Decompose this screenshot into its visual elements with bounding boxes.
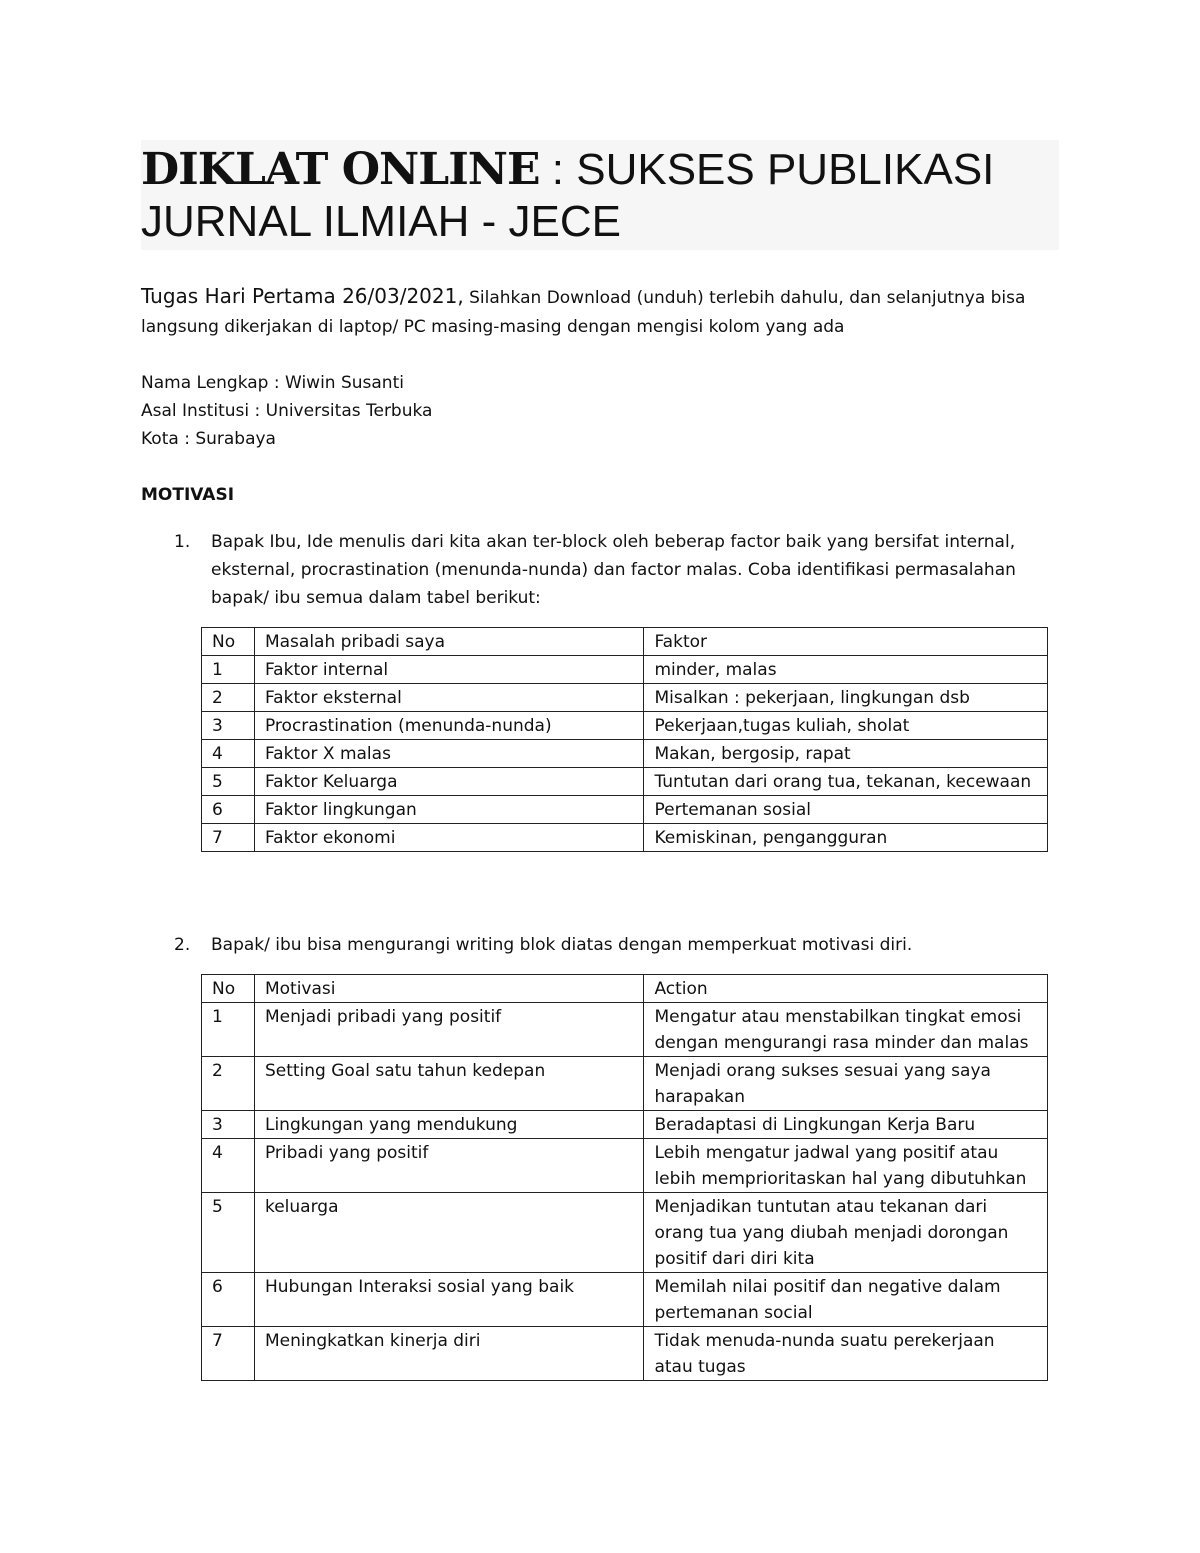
- question-text: Bapak/ ibu bisa mengurangi writing blok diatas dengan memperkuat motivasi diri.: [211, 935, 913, 955]
- table-row: [202, 684, 1048, 712]
- identity-city: Kota : Surabaya: [141, 429, 276, 449]
- identity-name: Nama Lengkap : Wiwin Susanti: [141, 373, 404, 393]
- table-cell: 3: [202, 712, 255, 740]
- identity-block: [141, 369, 432, 453]
- table-cell: 5: [202, 1193, 255, 1273]
- question-number: 2.: [174, 935, 191, 955]
- table-row: [202, 824, 1048, 852]
- table-cell: 3: [202, 1111, 255, 1139]
- question-text: Bapak Ibu, Ide menulis dari kita akan ter-block oleh beberap factor baik yang bersifat internal, eksternal, procrastination (menunda-nunda) dan factor malas. Coba identifikasi permasalahan bapak/ ibu semua dalam tabel berikut:: [211, 532, 1016, 608]
- problem-table: [201, 627, 1048, 852]
- table-row: [202, 1139, 1048, 1193]
- table-cell: Lebih mengatur jadwal yang positif atau lebih memprioritaskan hal yang dibutuhkan: [644, 1139, 1048, 1193]
- table-cell: Lingkungan yang mendukung: [254, 1111, 643, 1139]
- table-cell: Pekerjaan,tugas kuliah, sholat: [644, 712, 1048, 740]
- table-cell: Menjadikan tuntutan atau tekanan dari orang tua yang diubah menjadi dorongan positif dari diri kita: [644, 1193, 1048, 1273]
- table-row: [202, 796, 1048, 824]
- table-cell: Makan, bergosip, rapat: [644, 740, 1048, 768]
- table-cell: Faktor eksternal: [254, 684, 644, 712]
- table-cell: 7: [202, 1327, 255, 1381]
- table-cell: Faktor ekonomi: [254, 824, 644, 852]
- table-cell: Setting Goal satu tahun kedepan: [254, 1057, 643, 1111]
- table-cell: 5: [202, 768, 255, 796]
- table-cell: 4: [202, 740, 255, 768]
- table-row: [202, 1327, 1048, 1381]
- table-cell: Kemiskinan, pengangguran: [644, 824, 1048, 852]
- table-row: [202, 712, 1048, 740]
- table-cell: 1: [202, 1003, 255, 1057]
- intro-paragraph: [141, 282, 1051, 342]
- motivation-table: [201, 974, 1048, 1381]
- table-cell: 7: [202, 824, 255, 852]
- header-cell: Masalah pribadi saya: [254, 628, 644, 656]
- intro-lead: Tugas Hari Pertama 26/03/2021,: [141, 284, 464, 308]
- section-heading: MOTIVASI: [141, 485, 235, 505]
- table-cell: Pertemanan sosial: [644, 796, 1048, 824]
- table-cell: Faktor Keluarga: [254, 768, 644, 796]
- table-cell: Pribadi yang positif: [254, 1139, 643, 1193]
- table-cell: Memilah nilai positif dan negative dalam pertemanan social: [644, 1273, 1048, 1327]
- table-cell: 2: [202, 1057, 255, 1111]
- table-cell: Faktor X malas: [254, 740, 644, 768]
- table-cell: Menjadi orang sukses sesuai yang saya harapakan: [644, 1057, 1048, 1111]
- table-cell: 1: [202, 656, 255, 684]
- header-cell: No: [202, 975, 255, 1003]
- header-cell: Action: [644, 975, 1048, 1003]
- table-row: [202, 1057, 1048, 1111]
- header-cell: No: [202, 628, 255, 656]
- question-number: 1.: [174, 532, 191, 552]
- table-header-row: [202, 628, 1048, 656]
- table-row: [202, 1111, 1048, 1139]
- table-cell: Faktor internal: [254, 656, 644, 684]
- table-cell: Tidak menuda-nunda suatu perekerjaan atau tugas: [644, 1327, 1048, 1381]
- title-line-1: [141, 144, 1059, 196]
- table-cell: minder, malas: [644, 656, 1048, 684]
- table-cell: Hubungan Interaksi sosial yang baik: [254, 1273, 643, 1327]
- table-cell: Beradaptasi di Lingkungan Kerja Baru: [644, 1111, 1048, 1139]
- table-row: [202, 1273, 1048, 1327]
- table-cell: 6: [202, 796, 255, 824]
- identity-institution: Asal Institusi : Universitas Terbuka: [141, 401, 433, 421]
- table-row: [202, 768, 1048, 796]
- header-cell: Faktor: [644, 628, 1048, 656]
- table-cell: keluarga: [254, 1193, 643, 1273]
- table-header-row: [202, 975, 1048, 1003]
- document-title: [141, 140, 1059, 250]
- intro-body: Silahkan Download (unduh) terlebih dahulu, dan selanjutnya bisa langsung dikerjakan di laptop/ PC masing-masing dengan mengisi kolom yang ada: [141, 288, 1026, 337]
- table-cell: 4: [202, 1139, 255, 1193]
- table-cell: Tuntutan dari orang tua, tekanan, kecewaan: [644, 768, 1048, 796]
- table-row: [202, 740, 1048, 768]
- table-cell: Mengatur atau menstabilkan tingkat emosi dengan mengurangi rasa minder dan malas: [644, 1003, 1048, 1057]
- table-cell: Meningkatkan kinerja diri: [254, 1327, 643, 1381]
- table-cell: Misalkan : pekerjaan, lingkungan dsb: [644, 684, 1048, 712]
- table-row: [202, 1003, 1048, 1057]
- table-cell: Faktor lingkungan: [254, 796, 644, 824]
- title-rest: : SUKSES PUBLIKASI: [539, 145, 995, 194]
- table-row: [202, 1193, 1048, 1273]
- title-bold-part: DIKLAT ONLINE: [141, 144, 540, 195]
- title-line-2: JURNAL ILMIAH - JECE: [141, 197, 622, 246]
- header-cell: Motivasi: [254, 975, 643, 1003]
- table-cell: Procrastination (menunda-nunda): [254, 712, 644, 740]
- table-cell: Menjadi pribadi yang positif: [254, 1003, 643, 1057]
- table-cell: 6: [202, 1273, 255, 1327]
- table-row: [202, 656, 1048, 684]
- table-cell: 2: [202, 684, 255, 712]
